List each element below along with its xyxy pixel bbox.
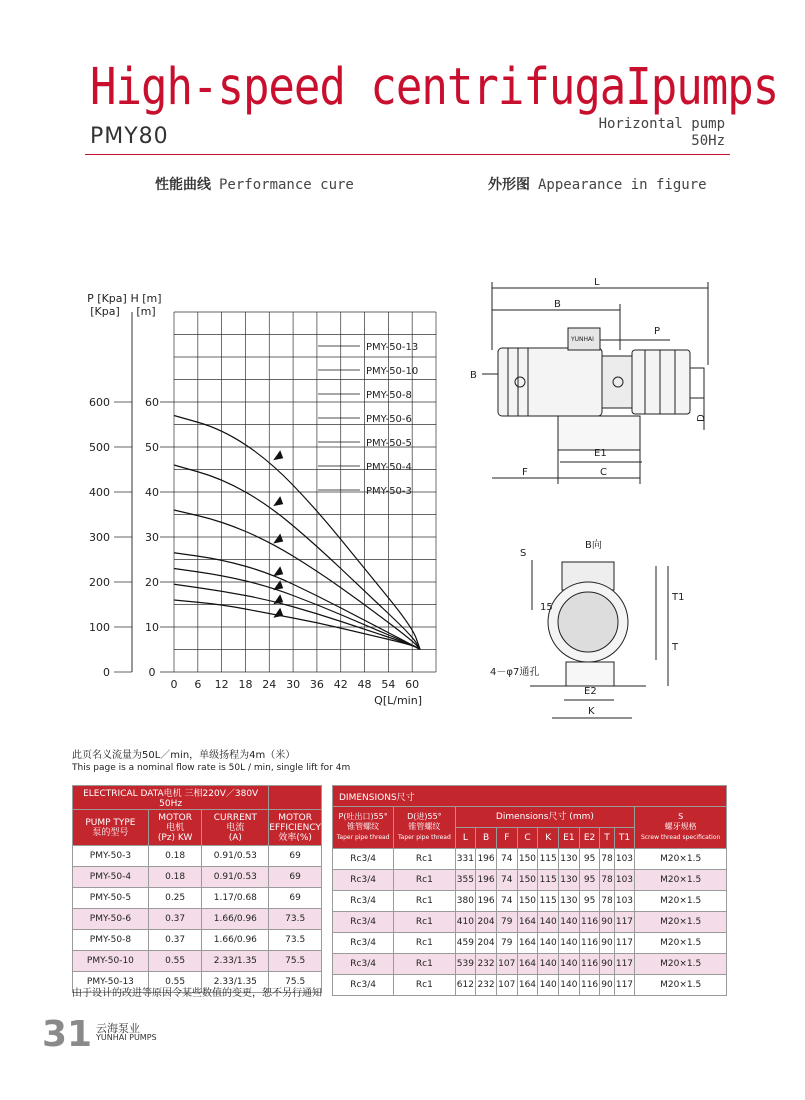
dim-col-header: T	[600, 828, 614, 849]
table-cell: 75.5	[269, 972, 322, 993]
table-row	[333, 870, 727, 891]
x-tick-label: 0	[170, 678, 178, 691]
table-cell: PMY-50-10	[73, 951, 149, 972]
table-cell: M20×1.5	[635, 975, 727, 996]
change-notice: 由于设计的改进等原因令某些数值的变更，恕不另行通知	[72, 988, 322, 999]
table-cell: 79	[496, 912, 517, 933]
table-cell: 0.91/0.53	[202, 846, 269, 867]
col-efficiency: MOTOR EFFICIENCY 效率(%)	[269, 810, 322, 846]
p-tick-label: 0	[103, 666, 110, 679]
curve-pmy-50-8	[174, 510, 420, 650]
dim-col-header: K	[538, 828, 559, 849]
col-motor: MOTOR 电机 (Pz) KW	[148, 810, 202, 846]
performance-heading-cn: 性能曲线	[155, 177, 211, 193]
table-cell: 116	[579, 954, 600, 975]
table-cell: 164	[517, 912, 538, 933]
model-name: PMY80	[90, 124, 169, 149]
table-cell: Rc1	[394, 954, 455, 975]
nominal-note-en: This page is a nominal flow rate is 50L / min, single lift for 4m	[72, 763, 351, 773]
table-cell: 164	[517, 933, 538, 954]
h-axis-bracket: [m]	[136, 305, 156, 318]
table-cell: 355	[455, 870, 476, 891]
mount-hole-label: 4－φ7通孔	[490, 667, 540, 678]
x-tick-label: 18	[238, 678, 253, 691]
p-tick-label: 100	[89, 621, 110, 634]
table-cell: 1.66/0.96	[202, 930, 269, 951]
table-cell: 459	[455, 933, 476, 954]
operating-point-arrow	[273, 496, 283, 506]
table-cell: 95	[579, 891, 600, 912]
dim-15-label: 15	[540, 602, 553, 613]
table-cell: 2.33/1.35	[202, 972, 269, 993]
table-cell: 140	[538, 933, 559, 954]
p-tick-label: 500	[89, 441, 110, 454]
table-cell: Rc1	[394, 975, 455, 996]
table-row	[333, 954, 727, 975]
table-row	[333, 912, 727, 933]
legend-label: PMY-50-8	[366, 390, 412, 401]
table-cell: 150	[517, 870, 538, 891]
table-cell: PMY-50-3	[73, 846, 149, 867]
table-cell: 130	[559, 849, 580, 870]
col-d-thread: D(进)55° 锥管螺纹 Taper pipe thread	[394, 807, 455, 849]
table-cell: M20×1.5	[635, 912, 727, 933]
p-tick-label: 400	[89, 486, 110, 499]
table-cell: 196	[476, 870, 497, 891]
legend-label: PMY-50-5	[366, 438, 412, 449]
performance-chart	[60, 290, 450, 720]
table-cell: Rc3/4	[333, 975, 394, 996]
table-cell: 115	[538, 891, 559, 912]
table-row	[73, 930, 322, 951]
table-cell: Rc1	[394, 849, 455, 870]
table-row	[333, 849, 727, 870]
p-tick-label: 600	[89, 396, 110, 409]
pump-type-block	[599, 116, 725, 150]
table-cell: 73.5	[269, 909, 322, 930]
col-screw-thread: S 螺牙规格 Screw thread specification	[635, 807, 727, 849]
dim-t-label: T	[672, 642, 679, 653]
p-axis-unit: P [Kpa]	[87, 292, 127, 305]
table-cell: 117	[614, 954, 635, 975]
p-tick-label: 300	[89, 531, 110, 544]
dim-col-header: E1	[559, 828, 580, 849]
table-cell: Rc1	[394, 933, 455, 954]
h-tick-label: 50	[145, 441, 159, 454]
nominal-note-cn: 此页名义流量为50L／min，单级扬程为4m（米）	[72, 750, 296, 761]
table-cell: 103	[614, 849, 635, 870]
table-row	[333, 933, 727, 954]
table-row	[333, 891, 727, 912]
col-current: CURRENT 电流 (A)	[202, 810, 269, 846]
table-cell: 196	[476, 849, 497, 870]
dim-col-header: B	[476, 828, 497, 849]
table-cell: Rc3/4	[333, 870, 394, 891]
h-tick-label: 30	[145, 531, 159, 544]
table-cell: 74	[496, 891, 517, 912]
h-tick-label: 0	[148, 666, 156, 679]
legend-label: PMY-50-4	[366, 462, 412, 473]
table-cell: PMY-50-5	[73, 888, 149, 909]
table-cell: PMY-50-13	[73, 972, 149, 993]
table-cell: 140	[538, 954, 559, 975]
table-cell: 73.5	[269, 930, 322, 951]
x-tick-label: 54	[381, 678, 396, 691]
legend-label: PMY-50-13	[366, 342, 419, 353]
dim-e2-label: E2	[584, 686, 597, 697]
dimensions-table-title: DIMENSIONS尺寸	[333, 786, 727, 807]
chart-ticks	[87, 292, 422, 707]
h-tick-label: 10	[145, 621, 159, 634]
table-cell: 164	[517, 954, 538, 975]
x-tick-label: 24	[262, 678, 277, 691]
electrical-table-title: ELECTRICAL DATA电机 三相220V／380V 50Hz	[73, 786, 269, 810]
table-cell: 103	[614, 870, 635, 891]
legend-label: PMY-50-10	[366, 366, 419, 377]
legend-label: PMY-50-6	[366, 414, 412, 425]
table-cell: Rc3/4	[333, 912, 394, 933]
col-dimensions: Dimensions尺寸 (mm)	[455, 807, 635, 828]
table-cell: M20×1.5	[635, 870, 727, 891]
table-cell: Rc1	[394, 912, 455, 933]
header-rule	[85, 154, 730, 155]
table-cell: 204	[476, 933, 497, 954]
table-cell: 410	[455, 912, 476, 933]
table-cell: Rc1	[394, 870, 455, 891]
page-title: High-speed centrifugaIpumps	[90, 58, 779, 117]
p-axis-bracket: [Kpa]	[90, 305, 120, 318]
table-cell: 0.18	[148, 846, 202, 867]
table-cell: 140	[538, 912, 559, 933]
table-cell: 117	[614, 933, 635, 954]
table-cell: 90	[600, 933, 614, 954]
side-base	[566, 662, 614, 686]
frequency: 50Hz	[691, 133, 725, 149]
curve-pmy-50-13	[174, 416, 420, 650]
table-cell: 115	[538, 870, 559, 891]
table-cell: 95	[579, 849, 600, 870]
table-row	[73, 909, 322, 930]
table-cell: 539	[455, 954, 476, 975]
table-cell: M20×1.5	[635, 891, 727, 912]
table-cell: Rc3/4	[333, 849, 394, 870]
chart-legend	[318, 342, 418, 497]
table-cell: 69	[269, 867, 322, 888]
table-cell: 78	[600, 891, 614, 912]
table-cell: 69	[269, 888, 322, 909]
table-row	[333, 975, 727, 996]
performance-heading-en: Performance cure	[219, 177, 354, 193]
table-cell: 95	[579, 870, 600, 891]
pump-base	[558, 416, 640, 450]
table-cell: 164	[517, 975, 538, 996]
table-cell: 0.55	[148, 972, 202, 993]
dim-col-header: C	[517, 828, 538, 849]
table-cell: 232	[476, 975, 497, 996]
table-row	[73, 888, 322, 909]
operating-point-arrow	[273, 594, 283, 604]
appearance-drawing	[460, 270, 720, 740]
h-axis-unit: H [m]	[130, 292, 162, 305]
table-cell: 116	[579, 975, 600, 996]
table-cell: PMY-50-4	[73, 867, 149, 888]
operating-point-arrow	[273, 450, 283, 460]
page-number: 31	[42, 1014, 93, 1055]
performance-heading	[155, 174, 354, 194]
dim-col-header: F	[496, 828, 517, 849]
x-tick-label: 48	[357, 678, 372, 691]
p-tick-label: 200	[89, 576, 110, 589]
table-cell: 74	[496, 870, 517, 891]
dimensions-table	[332, 785, 727, 996]
appearance-heading-cn: 外形图	[488, 177, 530, 193]
table-cell: 140	[538, 975, 559, 996]
table-cell: Rc3/4	[333, 954, 394, 975]
table-cell: 74	[496, 849, 517, 870]
table-cell: 116	[579, 933, 600, 954]
table-cell: 331	[455, 849, 476, 870]
x-tick-label: 36	[309, 678, 324, 691]
h-tick-label: 60	[145, 396, 159, 409]
table-cell: 78	[600, 849, 614, 870]
appearance-heading	[488, 174, 707, 194]
table-cell: 107	[496, 954, 517, 975]
table-cell: 79	[496, 933, 517, 954]
dim-col-header: E2	[579, 828, 600, 849]
nameplate-label: YUNHAI	[571, 336, 594, 343]
dim-col-header: T1	[614, 828, 635, 849]
motor-body	[498, 348, 602, 416]
dim-f-label: F	[522, 467, 528, 478]
x-tick-label: 42	[333, 678, 348, 691]
table-cell: 140	[559, 954, 580, 975]
h-tick-label: 40	[145, 486, 159, 499]
dim-e1-label: E1	[594, 448, 607, 459]
table-cell: M20×1.5	[635, 954, 727, 975]
table-cell: 107	[496, 975, 517, 996]
table-cell: 90	[600, 912, 614, 933]
operating-point-arrow	[273, 533, 283, 543]
table-cell: Rc3/4	[333, 891, 394, 912]
table-cell: 116	[579, 912, 600, 933]
table-cell: 130	[559, 870, 580, 891]
dim-p-label: P	[654, 326, 661, 337]
table-cell: 1.66/0.96	[202, 909, 269, 930]
table-cell: 0.91/0.53	[202, 867, 269, 888]
dim-d-label: D	[696, 414, 707, 422]
table-cell: 196	[476, 891, 497, 912]
dim-b-label: B	[554, 299, 561, 310]
table-row	[73, 846, 322, 867]
pump-flange	[602, 356, 632, 408]
table-cell: 1.17/0.68	[202, 888, 269, 909]
table-cell: 90	[600, 954, 614, 975]
table-cell: 2.33/1.35	[202, 951, 269, 972]
table-cell: 0.25	[148, 888, 202, 909]
table-cell: 140	[559, 933, 580, 954]
x-tick-label: 6	[194, 678, 202, 691]
dim-t1-label: T1	[672, 592, 685, 603]
table-cell: 90	[600, 975, 614, 996]
table-cell: M20×1.5	[635, 849, 727, 870]
table-cell: 380	[455, 891, 476, 912]
table-cell: 115	[538, 849, 559, 870]
table-cell: 117	[614, 912, 635, 933]
table-cell: 103	[614, 891, 635, 912]
dim-c-label: C	[600, 467, 607, 478]
table-cell: 0.18	[148, 867, 202, 888]
table-cell: PMY-50-6	[73, 909, 149, 930]
table-cell: 140	[559, 975, 580, 996]
table-cell: 150	[517, 849, 538, 870]
table-cell: PMY-50-8	[73, 930, 149, 951]
table-cell: 0.37	[148, 930, 202, 951]
x-tick-label: 60	[405, 678, 420, 691]
table-cell: 0.37	[148, 909, 202, 930]
x-axis-label: Q[L/min]	[374, 694, 422, 707]
table-cell: 612	[455, 975, 476, 996]
table-cell: Rc3/4	[333, 933, 394, 954]
dim-b2-label: B	[470, 370, 477, 381]
table-cell: 78	[600, 870, 614, 891]
electrical-table	[72, 785, 322, 993]
table-cell: M20×1.5	[635, 933, 727, 954]
table-cell: 69	[269, 846, 322, 867]
dim-s-label: S	[520, 548, 527, 559]
chart-curves	[174, 416, 420, 650]
h-tick-label: 20	[145, 576, 159, 589]
table-cell: 204	[476, 912, 497, 933]
brand-en: YUNHAI PUMPS	[96, 1033, 157, 1042]
curve-pmy-50-4	[174, 584, 420, 649]
table-cell: 150	[517, 891, 538, 912]
table-cell: Rc1	[394, 891, 455, 912]
table-row	[73, 867, 322, 888]
x-tick-label: 30	[286, 678, 301, 691]
table-row	[73, 951, 322, 972]
legend-label: PMY-50-3	[366, 486, 412, 497]
table-cell: 0.55	[148, 951, 202, 972]
table-cell: 232	[476, 954, 497, 975]
appearance-heading-en: Appearance in figure	[538, 177, 707, 193]
col-p-thread: P(吐出口)55° 锥管螺纹 Taper pipe thread	[333, 807, 394, 849]
table-cell: 75.5	[269, 951, 322, 972]
x-tick-label: 12	[214, 678, 229, 691]
brand-cn: 云海泵业	[96, 1022, 140, 1035]
pump-head	[632, 350, 690, 414]
pump-type: Horizontal pump	[598, 116, 725, 132]
operating-point-arrow	[273, 566, 283, 576]
dim-l-label: L	[594, 277, 600, 288]
dim-k-label: K	[588, 706, 595, 717]
table-cell: 117	[614, 975, 635, 996]
view-b-label: B向	[585, 540, 602, 551]
col-pump-type: PUMP TYPE 泵的型号	[73, 810, 149, 846]
dim-col-header: L	[455, 828, 476, 849]
table-cell: 130	[559, 891, 580, 912]
table-cell: 140	[559, 912, 580, 933]
